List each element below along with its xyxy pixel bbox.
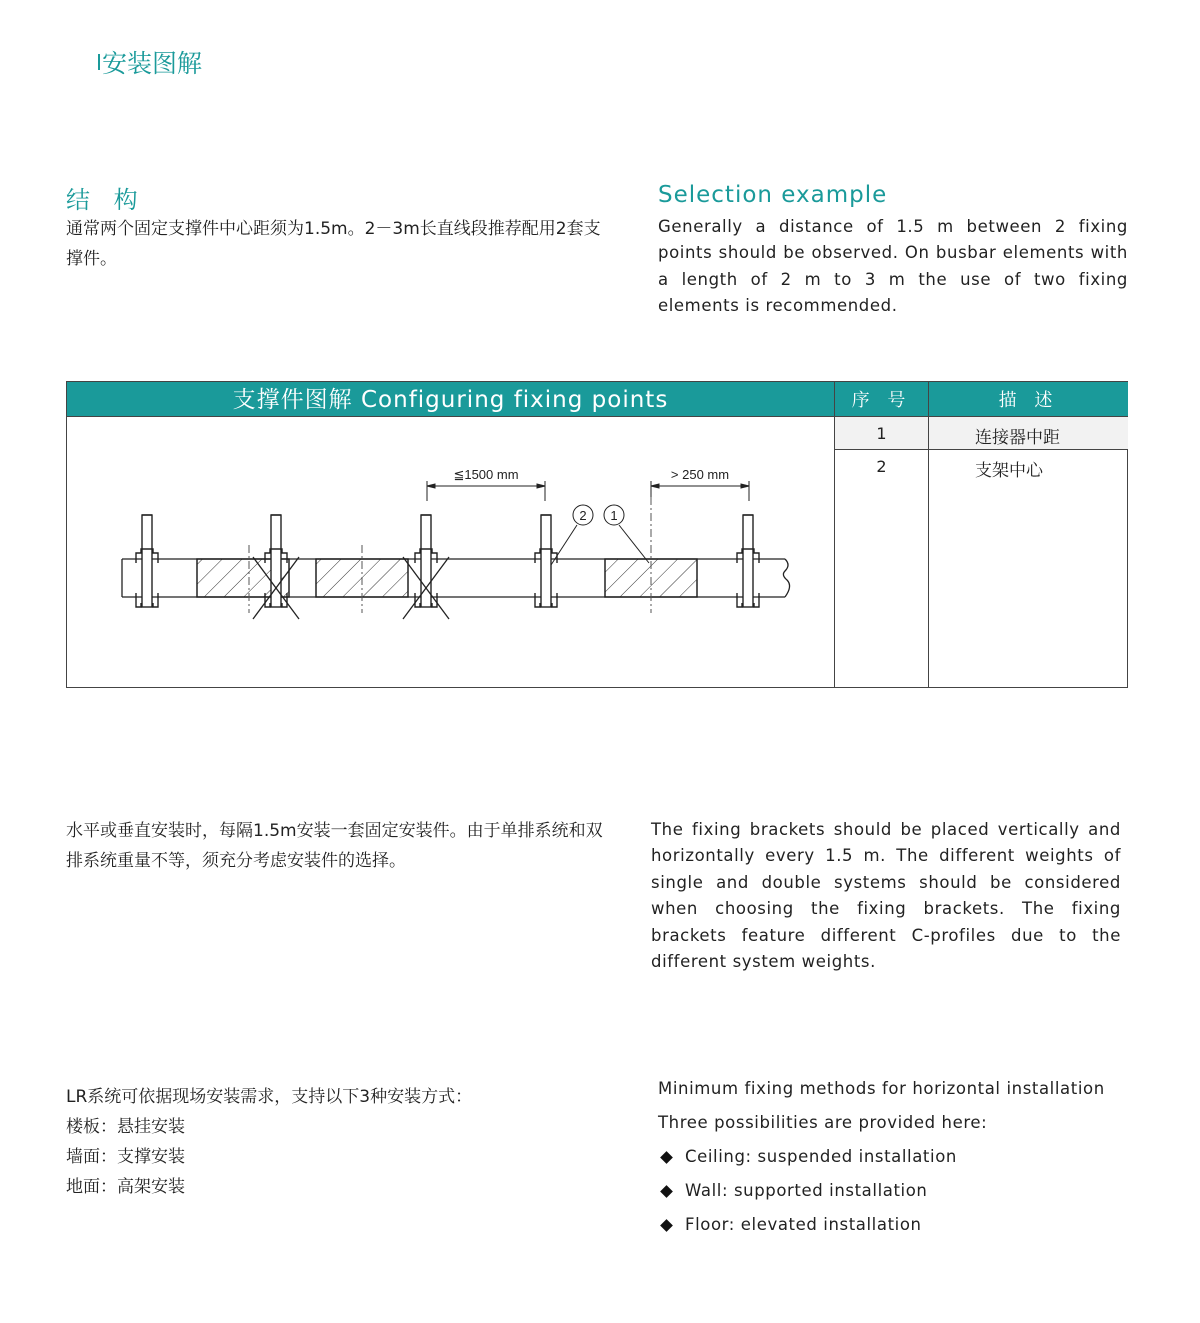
table-cell-description: 支架中心 — [975, 461, 1043, 481]
callout-2: 2 — [579, 508, 587, 523]
diamond-bullet-icon — [660, 1185, 673, 1198]
methods-item-text: Floor: elevated installation — [685, 1215, 922, 1234]
fixing-bracket — [737, 515, 759, 607]
methods-item-cn: 地面：高架安装 — [66, 1177, 185, 1197]
title-marker — [98, 54, 100, 70]
methods-item-text: Ceiling: suspended installation — [685, 1147, 957, 1166]
structure-heading-cn: 结 构 — [66, 186, 146, 214]
methods-item-cn: 楼板：悬挂安装 — [66, 1117, 185, 1137]
fixing-points-diagram-panel — [66, 381, 1128, 688]
table-header-number: 序 号 — [834, 382, 928, 416]
dimension-label-min: > 250 mm — [670, 467, 730, 482]
fixing-bracket — [136, 515, 158, 607]
fixing-bracket — [415, 515, 437, 607]
brackets-text-en: The fixing brackets should be placed vertically and horizontally every 1.5 m. The different weights of single and double systems should be considered when choosing the fixing brackets. The fixing brackets feature different C-profiles due to the different system weights. — [651, 820, 1121, 972]
methods-item-en — [658, 1178, 1105, 1212]
brackets-text-cn: 水平或垂直安装时，每隔1.5m安装一套固定安装件。由于单排系统和双排系统重量不等，须充分考虑安装件的选择。 — [66, 821, 603, 871]
methods-item-cn: 墙面：支撑安装 — [66, 1147, 185, 1167]
methods-title-en: Minimum fixing methods for horizontal installation — [658, 1079, 1105, 1098]
structure-heading-en: Selection example — [658, 182, 888, 208]
page-title-text: 安装图解 — [102, 49, 203, 78]
structure-text-en: Generally a distance of 1.5 m between 2 fixing points should be observed. On busbar elements with a length of 2 m to 3 m the use of two fixing elements is recommended. — [658, 217, 1128, 315]
table-cell-number: 2 — [876, 457, 887, 476]
busbar-fixing-drawing — [67, 417, 833, 687]
structure-text-cn: 通常两个固定支撑件中心距须为1.5m。2－3m长直线段推荐配用2套支撑件。 — [66, 219, 601, 269]
methods-list-cn — [66, 1082, 472, 1202]
table-cell-description: 连接器中距 — [975, 428, 1060, 448]
dimension-label-max: ≦1500 mm — [453, 467, 519, 482]
methods-intro-cn: LR系统可依据现场安装需求，支持以下3种安装方式： — [66, 1087, 473, 1107]
diagram-title: 支撑件图解 Configuring fixing points — [67, 382, 835, 416]
methods-item-en — [658, 1212, 1105, 1246]
diamond-bullet-icon — [660, 1219, 673, 1232]
table-header-description: 描 述 — [928, 382, 1128, 416]
callout-1: 1 — [610, 508, 618, 523]
column-divider — [928, 382, 929, 688]
page-title — [98, 44, 202, 80]
methods-intro-en: Three possibilities are provided here: — [658, 1113, 988, 1132]
methods-item-text: Wall: supported installation — [685, 1181, 928, 1200]
methods-list-en — [658, 1076, 1105, 1246]
diamond-bullet-icon — [660, 1151, 673, 1164]
table-cell-number: 1 — [876, 424, 887, 443]
methods-item-en — [658, 1144, 1105, 1178]
